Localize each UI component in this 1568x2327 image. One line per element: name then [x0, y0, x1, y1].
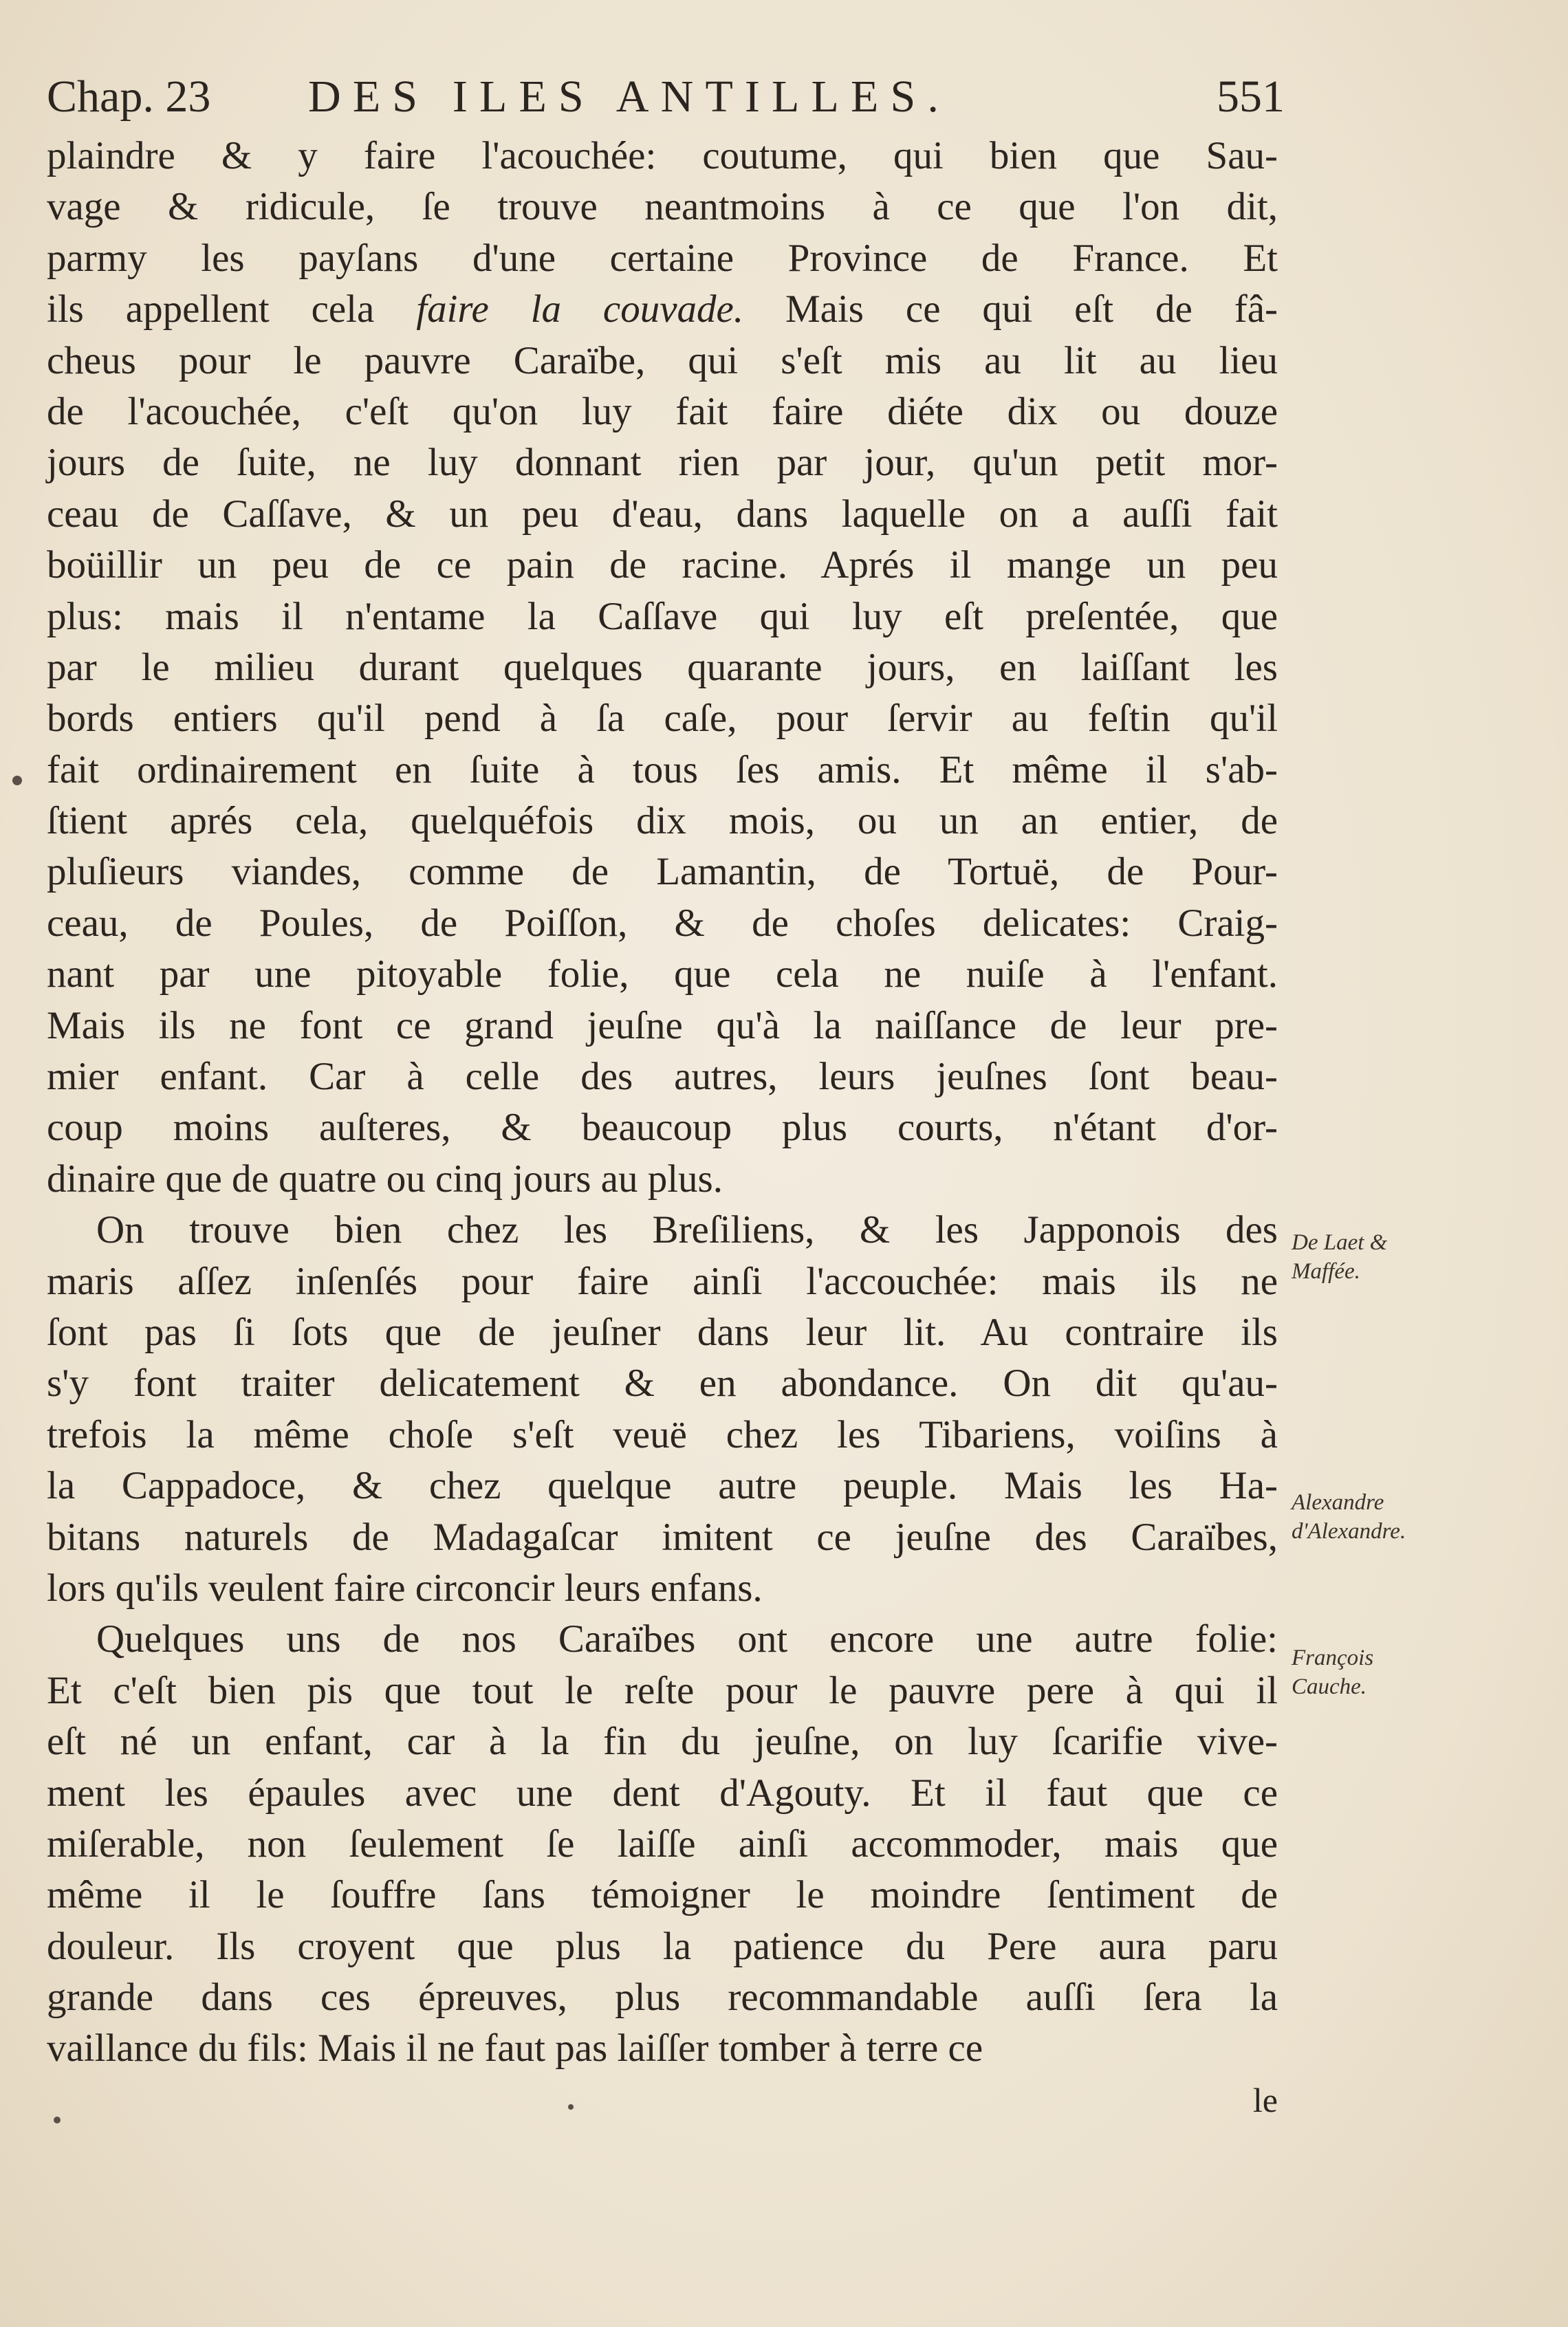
margin-note: De Laet & Maffée.	[1292, 1230, 1388, 1284]
ink-blot	[568, 2104, 574, 2110]
text-line: miſerable, non ſeulement ſe laiſſe ainſi accommoder, mais que	[47, 1822, 1278, 1866]
text-line: ils appellent cela faire la couvade. Mais ce qui eſt de fâ-	[47, 287, 1278, 331]
text-line: ſont pas ſi ſots que de jeuſner dans leur lit. Au contraire ils	[47, 1310, 1278, 1354]
running-header	[47, 66, 1285, 128]
text-line: eſt né un enfant, car à la fin du jeuſne, on luy ſcarifie vive-	[47, 1720, 1278, 1764]
text-line: jours de ſuite, ne luy donnant rien par jour, qu'un petit mor-	[47, 441, 1278, 485]
text-line: grande dans ces épreuves, plus recommandable auſſi ſera la	[47, 1976, 1278, 2020]
margin-note: Alexandre d'Alexandre.	[1292, 1490, 1406, 1544]
page-number: 551	[1217, 72, 1285, 122]
text-line: bitans naturels de Madagaſcar imitent ce jeuſne des Caraïbes,	[47, 1515, 1278, 1559]
text-line: parmy les payſans d'une certaine Province de France. Et	[47, 236, 1278, 280]
text-line: la Cappadoce, & chez quelque autre peuple. Mais les Ha-	[47, 1464, 1278, 1508]
text-line: trefois la même choſe s'eſt veuë chez les Tibariens, voiſins à	[47, 1412, 1278, 1456]
text-line: de l'acouchée, c'eſt qu'on luy fait faire diéte dix ou douze	[47, 389, 1278, 433]
text-line: lors qu'ils veulent faire circoncir leurs enfans.	[47, 1566, 763, 1610]
text-line: fait ordinairement en ſuite à tous ſes amis. Et même il s'ab-	[47, 747, 1278, 791]
text-line: Quelques uns de nos Caraïbes ont encore une autre folie:	[96, 1617, 1278, 1661]
catchword: le	[1252, 2080, 1278, 2119]
text-line: dinaire que de quatre ou cinq jours au plus.	[47, 1157, 723, 1201]
text-line: par le milieu durant quelques quarante jours, en laiſſant les	[47, 645, 1278, 689]
text-line: vage & ridicule, ſe trouve neantmoins à ce que l'on dit,	[47, 185, 1278, 229]
text-line: ceau, de Poules, de Poiſſon, & de choſes delicates: Craig-	[47, 901, 1278, 945]
text-line: nant par une pitoyable folie, que cela ne nuiſe à l'enfant.	[47, 952, 1278, 996]
text-line: ceau de Caſſave, & un peu d'eau, dans laquelle on a auſſi fait	[47, 492, 1278, 536]
text-line: bords entiers qu'il pend à ſa caſe, pour ſervir au feſtin qu'il	[47, 697, 1278, 741]
italic-phrase: faire la couvade.	[416, 287, 744, 331]
ink-blot	[54, 2117, 61, 2123]
body-text	[47, 131, 1278, 2126]
text-line: ment les épaules avec une dent d'Agouty. Et il faut que ce	[47, 1771, 1278, 1815]
ink-blot	[12, 776, 22, 785]
text-line: cheus pour le pauvre Caraïbe, qui s'eſt mis au lit au lieu	[47, 338, 1278, 382]
text-line: douleur. Ils croyent que plus la patience du Pere aura paru	[47, 1924, 1278, 1968]
text-line: même il le ſouffre ſans témoigner le moindre ſentiment de	[47, 1873, 1278, 1917]
running-title: DES ILES ANTILLES.	[308, 72, 951, 122]
text-line: Mais ils ne font ce grand jeuſne qu'à la naiſſance de leur pre-	[47, 1003, 1278, 1047]
text-line: ſtient aprés cela, quelquéfois dix mois, ou un an entier, de	[47, 799, 1278, 843]
text-line: boüillir un peu de ce pain de racine. Aprés il mange un peu	[47, 543, 1278, 587]
text-line: s'y font traiter delicatement & en abondance. On dit qu'au-	[47, 1362, 1278, 1406]
text-line: mier enfant. Car à celle des autres, leurs jeuſnes ſont beau-	[47, 1055, 1278, 1099]
margin-note: François Cauche.	[1292, 1646, 1374, 1699]
text-line: On trouve bien chez les Breſiliens, & les Japponois des	[96, 1208, 1278, 1252]
chapter-label: Chap. 23	[47, 72, 211, 122]
text-line: pluſieurs viandes, comme de Lamantin, de Tortuë, de Pour-	[47, 850, 1278, 894]
text-line: plus: mais il n'entame la Caſſave qui luy eſt preſentée, que	[47, 594, 1278, 638]
text-line: Et c'eſt bien pis que tout le reſte pour le pauvre pere à qui il	[47, 1668, 1278, 1712]
text-line: coup moins auſteres, & beaucoup plus courts, n'étant d'or-	[47, 1106, 1278, 1150]
text-line: plaindre & y faire l'acouchée: coutume, qui bien que Sau-	[47, 134, 1278, 177]
text-line: vaillance du fils: Mais il ne faut pas laiſſer tomber à terre ce	[47, 2026, 983, 2071]
text-line: maris aſſez inſenſés pour faire ainſi l'accouchée: mais ils ne	[47, 1259, 1278, 1303]
